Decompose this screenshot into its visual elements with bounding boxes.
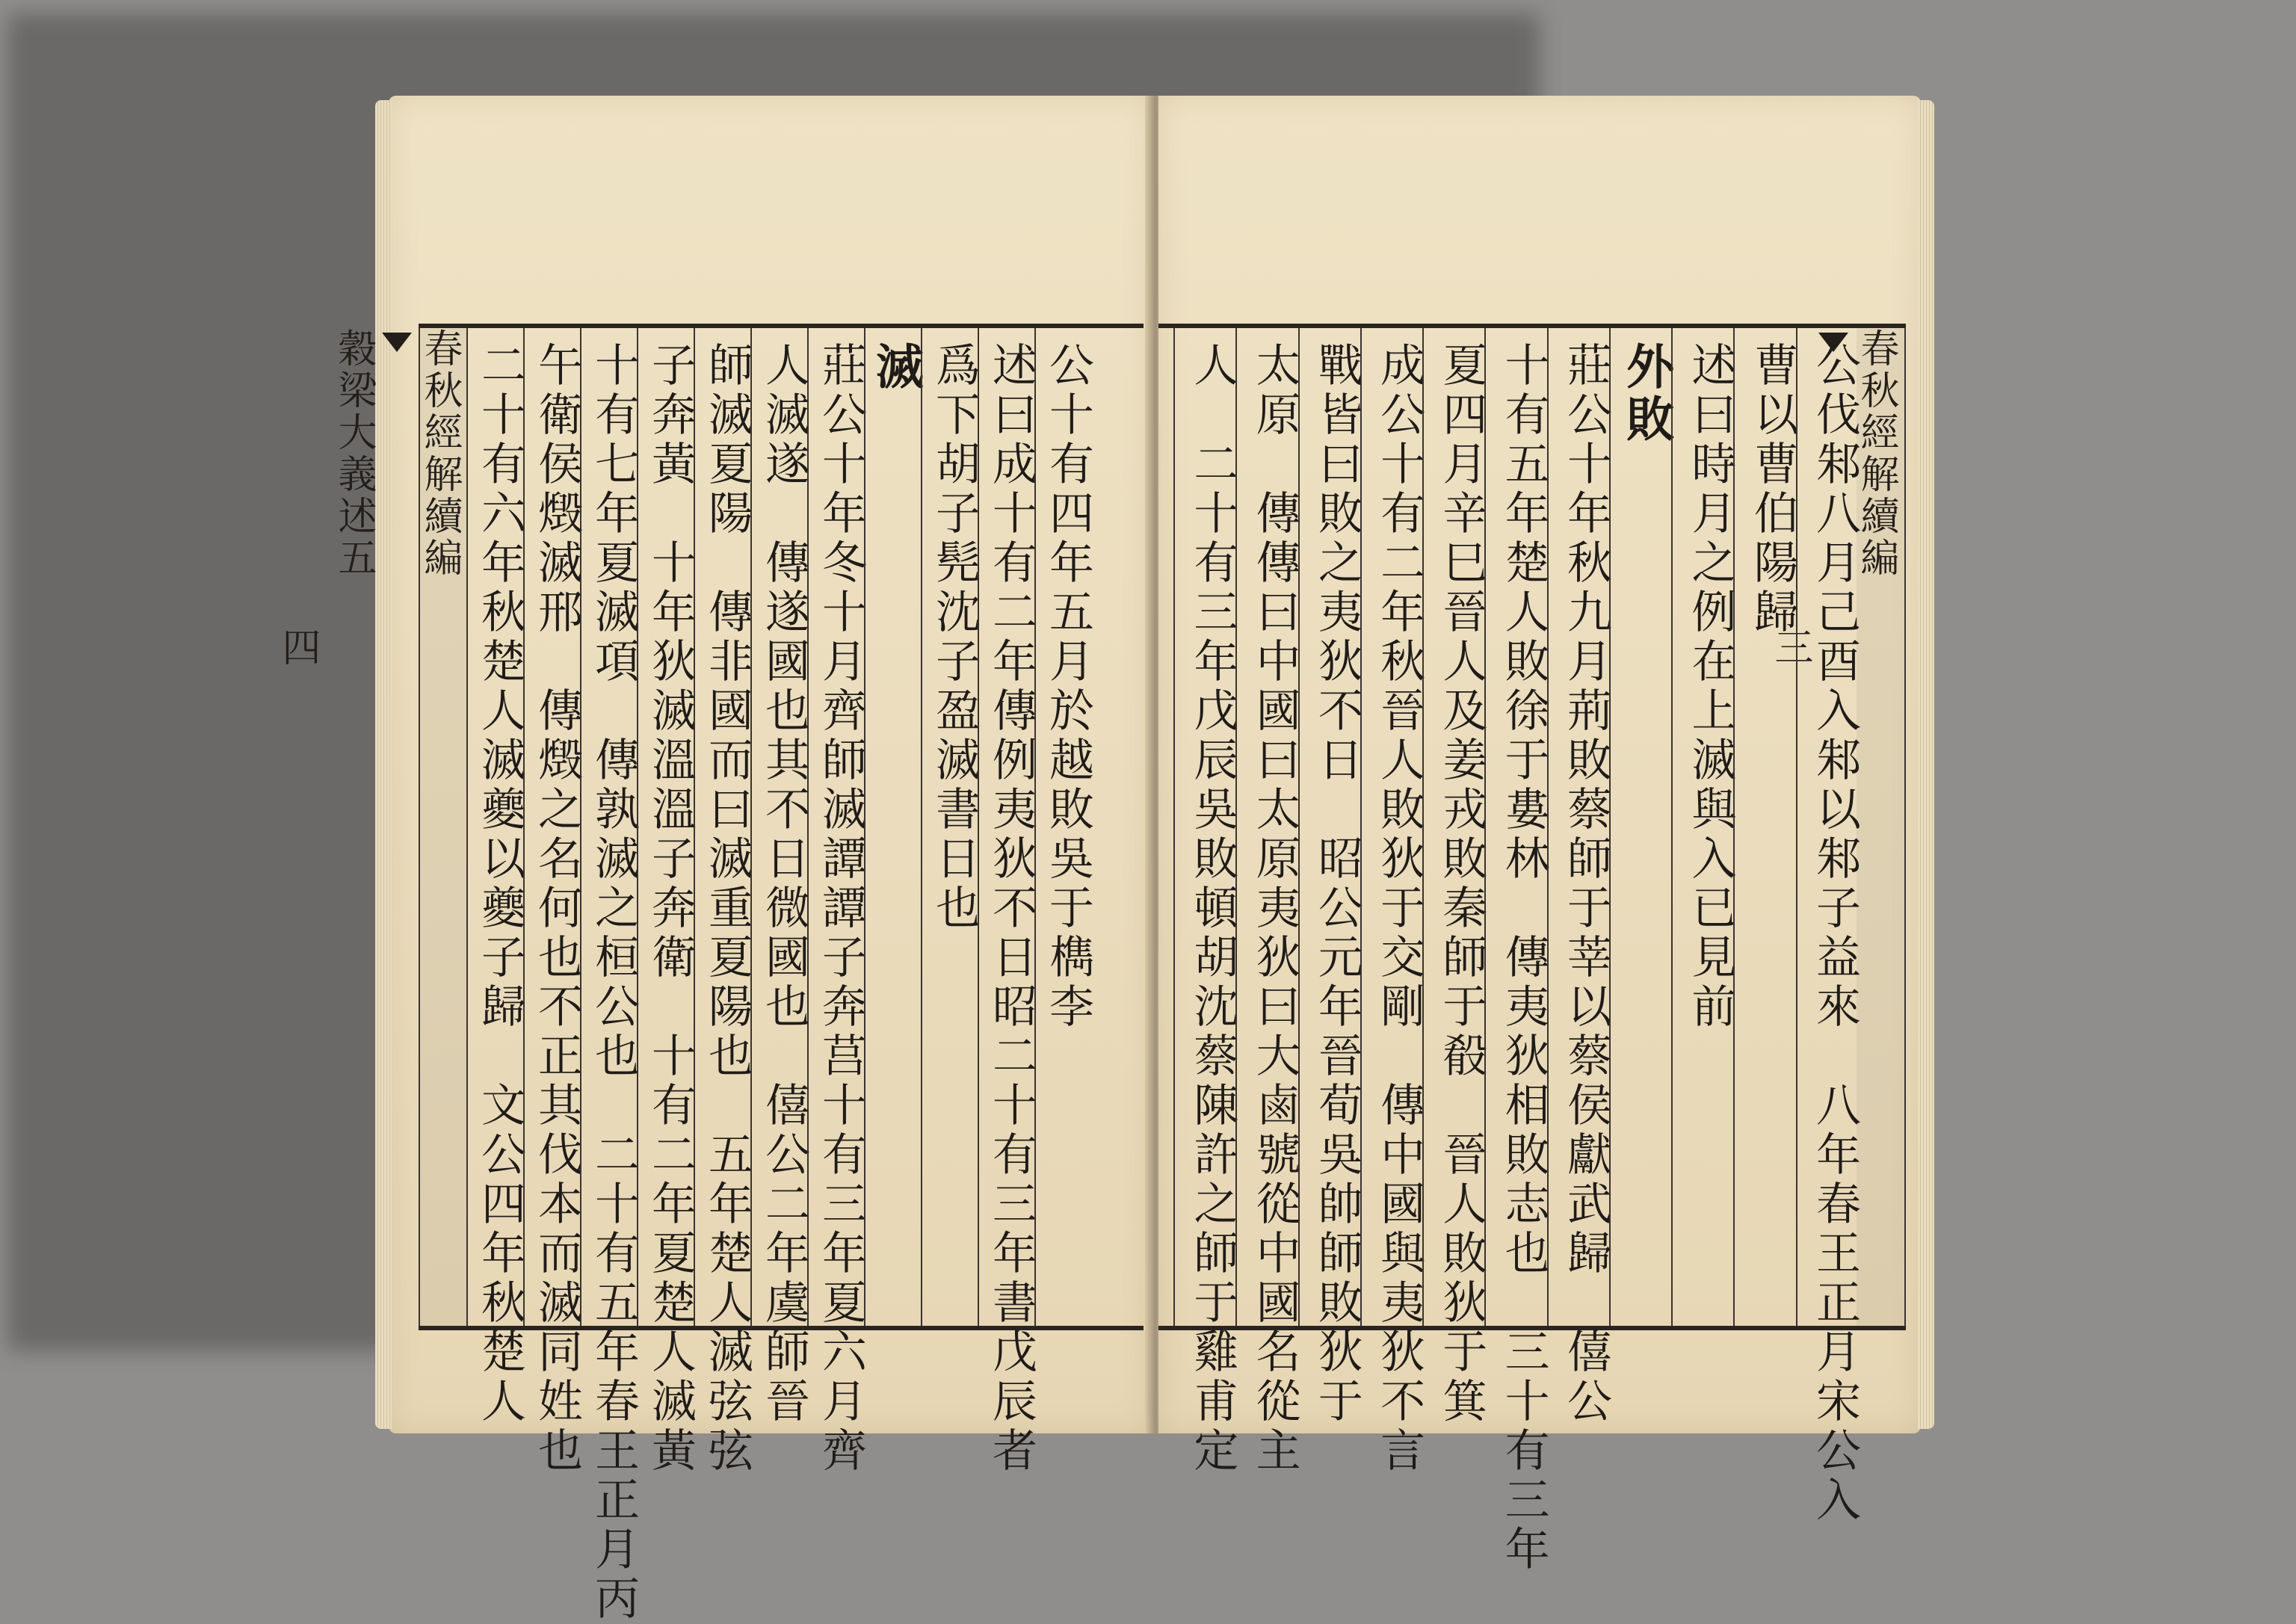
section-heading: 滅 — [864, 328, 921, 1326]
text-column: 公十有四年五月於越敗吳于檇李 — [1034, 328, 1091, 1326]
text-column: 爲下胡子髡沈子盈滅書日也 — [921, 328, 978, 1326]
left-center-strip — [275, 328, 468, 1326]
text-column: 午衛侯燬滅邢 傳燬之名何也不正其伐本而滅同姓也 — [523, 328, 580, 1326]
page-edges-right — [1918, 100, 1934, 1429]
text-column: 十有五年楚人敗徐于婁林 傳夷狄相敗志也 三十有三年 — [1484, 328, 1546, 1326]
page-number: 三 — [1768, 627, 1812, 669]
left-page — [275, 96, 1151, 1624]
text-column: 公伐邾八月己酉入邾以邾子益來 八年春王正月宋公入 — [1796, 328, 1858, 1326]
center-title: 春秋經解續編 — [1854, 328, 1898, 579]
text-column: 述曰成十有二年傳例夷狄不日昭二十有三年書戊辰者 — [978, 328, 1034, 1326]
text-column: 夏四月辛巳晉人及姜戎敗秦師于殽 晉人敗狄于箕 — [1422, 328, 1484, 1326]
text-column: 二十有六年秋楚人滅夔以夔子歸 文公四年秋楚人 — [466, 328, 523, 1326]
text-column: 莊公十年秋九月荊敗蔡師于莘以蔡侯獻武歸 僖公 — [1547, 328, 1609, 1326]
right-page — [1158, 96, 1921, 1575]
right-text-columns — [1173, 328, 1861, 1575]
left-text-columns — [466, 328, 1094, 1624]
text-column: 十有七年夏滅項 傳孰滅之桓公也 二十有五年春王正月丙 — [580, 328, 637, 1326]
text-column: 戰皆曰敗之夷狄不日 昭公元年晉荀吳帥師敗狄于 — [1298, 328, 1360, 1326]
open-book — [275, 96, 1921, 1624]
center-title: 春秋經解續編 — [417, 328, 462, 579]
text-column: 莊公十年冬十月齊師滅譚譚子奔莒十有三年夏六月齊 — [807, 328, 864, 1326]
section-heading: 外敗 — [1609, 328, 1671, 1326]
text-column: 太原 傳傳曰中國曰太原夷狄曰大鹵號從中國名從主 — [1235, 328, 1297, 1326]
text-column: 師滅夏陽 傳非國而曰滅重夏陽也 五年楚人滅弦弦 — [694, 328, 750, 1326]
page-number: 四 — [275, 627, 320, 669]
text-column: 人 二十有三年戊辰吳敗頓胡沈蔡陳許之師于雞甫定 — [1173, 328, 1235, 1326]
text-column: 人滅遂 傳遂國也其不日微國也 僖公二年虞師晉 — [750, 328, 807, 1326]
text-column: 曹以曹伯陽歸 — [1733, 328, 1795, 1326]
text-column: 子奔黃 十年狄滅溫溫子奔衛 十有二年夏楚人滅黃 — [637, 328, 694, 1326]
text-column: 述曰時月之例在上滅與入已見前 — [1671, 328, 1733, 1326]
center-subtitle: 穀梁大義述五 — [331, 328, 376, 579]
left-print-block — [275, 324, 1144, 1624]
right-print-block — [1158, 324, 1906, 1575]
text-column: 成公十有二年秋晉人敗狄于交剛 傳中國與夷狄不言 — [1360, 328, 1422, 1326]
